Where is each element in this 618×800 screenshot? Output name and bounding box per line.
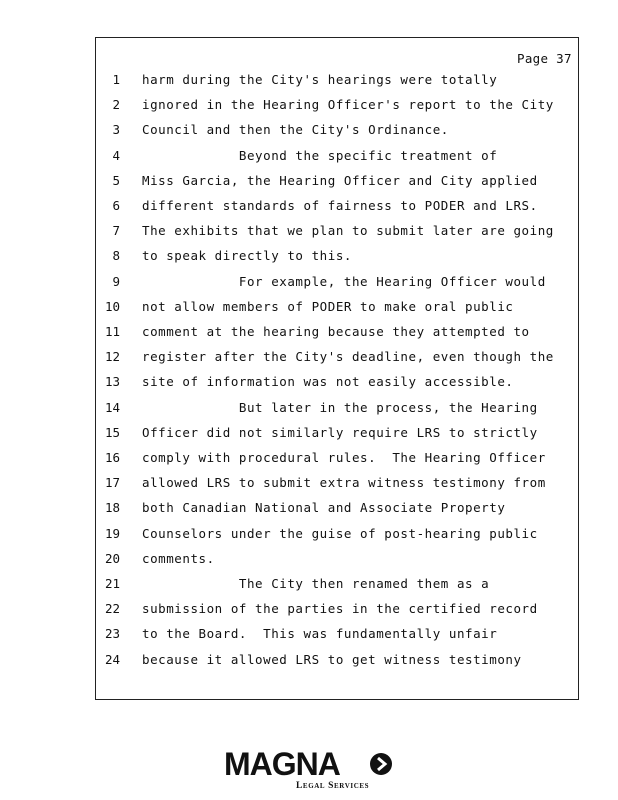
line-number: 10 <box>104 298 120 314</box>
transcript-line <box>0 196 618 216</box>
transcript-line <box>0 624 618 644</box>
line-text: Officer did not similarly require LRS to strictly <box>142 424 538 440</box>
line-text: ignored in the Hearing Officer's report to the City <box>142 97 554 113</box>
line-text: But later in the process, the Hearing <box>142 399 538 415</box>
transcript-line <box>0 574 618 594</box>
line-number: 21 <box>104 576 120 591</box>
line-text: The exhibits that we plan to submit later are going <box>142 223 554 239</box>
line-number: 3 <box>112 122 120 138</box>
line-text: submission of the parties in the certified record <box>142 601 538 617</box>
transcript-line <box>0 398 618 418</box>
arrow-circle-icon <box>370 753 392 775</box>
line-number: 5 <box>112 172 120 188</box>
transcript-line <box>0 549 618 569</box>
line-number: 7 <box>112 223 120 239</box>
line-number: 8 <box>112 248 120 264</box>
logo-subtitle: Legal Services <box>296 781 370 791</box>
transcript-line <box>0 95 618 115</box>
line-text: For example, the Hearing Officer would <box>142 273 546 289</box>
line-number: 20 <box>104 550 120 566</box>
line-number: 18 <box>104 500 120 516</box>
transcript-line <box>0 473 618 493</box>
transcript-line <box>0 524 618 544</box>
line-number: 22 <box>104 601 120 617</box>
line-text: site of information was not easily accessible. <box>142 374 514 390</box>
line-number: 4 <box>112 147 120 163</box>
logo-wordmark: MAGNA <box>224 746 340 782</box>
line-number: 14 <box>104 399 120 415</box>
transcript-line <box>0 423 618 443</box>
transcript-line <box>0 146 618 166</box>
transcript-line <box>0 650 618 670</box>
line-text: Miss Garcia, the Hearing Officer and City applied <box>142 172 538 188</box>
line-text: because it allowed LRS to get witness testimony <box>142 651 522 667</box>
transcript-line <box>0 448 618 468</box>
line-text: comply with procedural rules. The Hearing Officer <box>142 450 546 465</box>
line-number: 12 <box>104 349 120 365</box>
line-number: 23 <box>104 626 120 642</box>
transcript-line <box>0 171 618 191</box>
transcript-line <box>0 297 618 317</box>
line-number: 24 <box>104 651 120 667</box>
line-number: 13 <box>104 374 120 390</box>
line-text: register after the City's deadline, even though the <box>142 349 554 365</box>
page-number: Page 37 <box>517 51 572 66</box>
line-text: allowed LRS to submit extra witness testimony from <box>142 475 546 491</box>
transcript-line <box>0 272 618 292</box>
line-text: The City then renamed them as a <box>142 576 490 591</box>
line-text: Council and then the City's Ordinance. <box>142 122 449 138</box>
line-number: 2 <box>112 97 120 113</box>
line-text: not allow members of PODER to make oral public <box>142 298 514 314</box>
line-text: comments. <box>142 550 215 566</box>
line-text: Beyond the specific treatment of <box>142 147 498 163</box>
transcript-line <box>0 347 618 367</box>
line-text: to speak directly to this. <box>142 248 352 264</box>
line-number: 17 <box>104 475 120 491</box>
line-number: 1 <box>112 72 120 87</box>
transcript-line <box>0 70 618 90</box>
line-text: different standards of fairness to PODER and LRS. <box>142 198 538 213</box>
transcript-line <box>0 372 618 392</box>
magna-logo <box>224 746 396 794</box>
line-number: 9 <box>112 273 120 289</box>
transcript-line <box>0 120 618 140</box>
line-number: 15 <box>104 424 120 440</box>
line-text: to the Board. This was fundamentally unfair <box>142 626 498 642</box>
line-text: Counselors under the guise of post-hearing public <box>142 525 538 541</box>
transcript-line <box>0 599 618 619</box>
transcript-line <box>0 322 618 342</box>
transcript-line <box>0 246 618 266</box>
line-text: harm during the City's hearings were totally <box>142 72 498 87</box>
transcript-line <box>0 498 618 518</box>
line-number: 19 <box>104 525 120 541</box>
line-number: 11 <box>104 324 120 339</box>
line-number: 16 <box>104 450 120 465</box>
line-number: 6 <box>112 198 120 213</box>
line-text: both Canadian National and Associate Property <box>142 500 506 516</box>
transcript-line <box>0 221 618 241</box>
line-text: comment at the hearing because they attempted to <box>142 324 530 339</box>
